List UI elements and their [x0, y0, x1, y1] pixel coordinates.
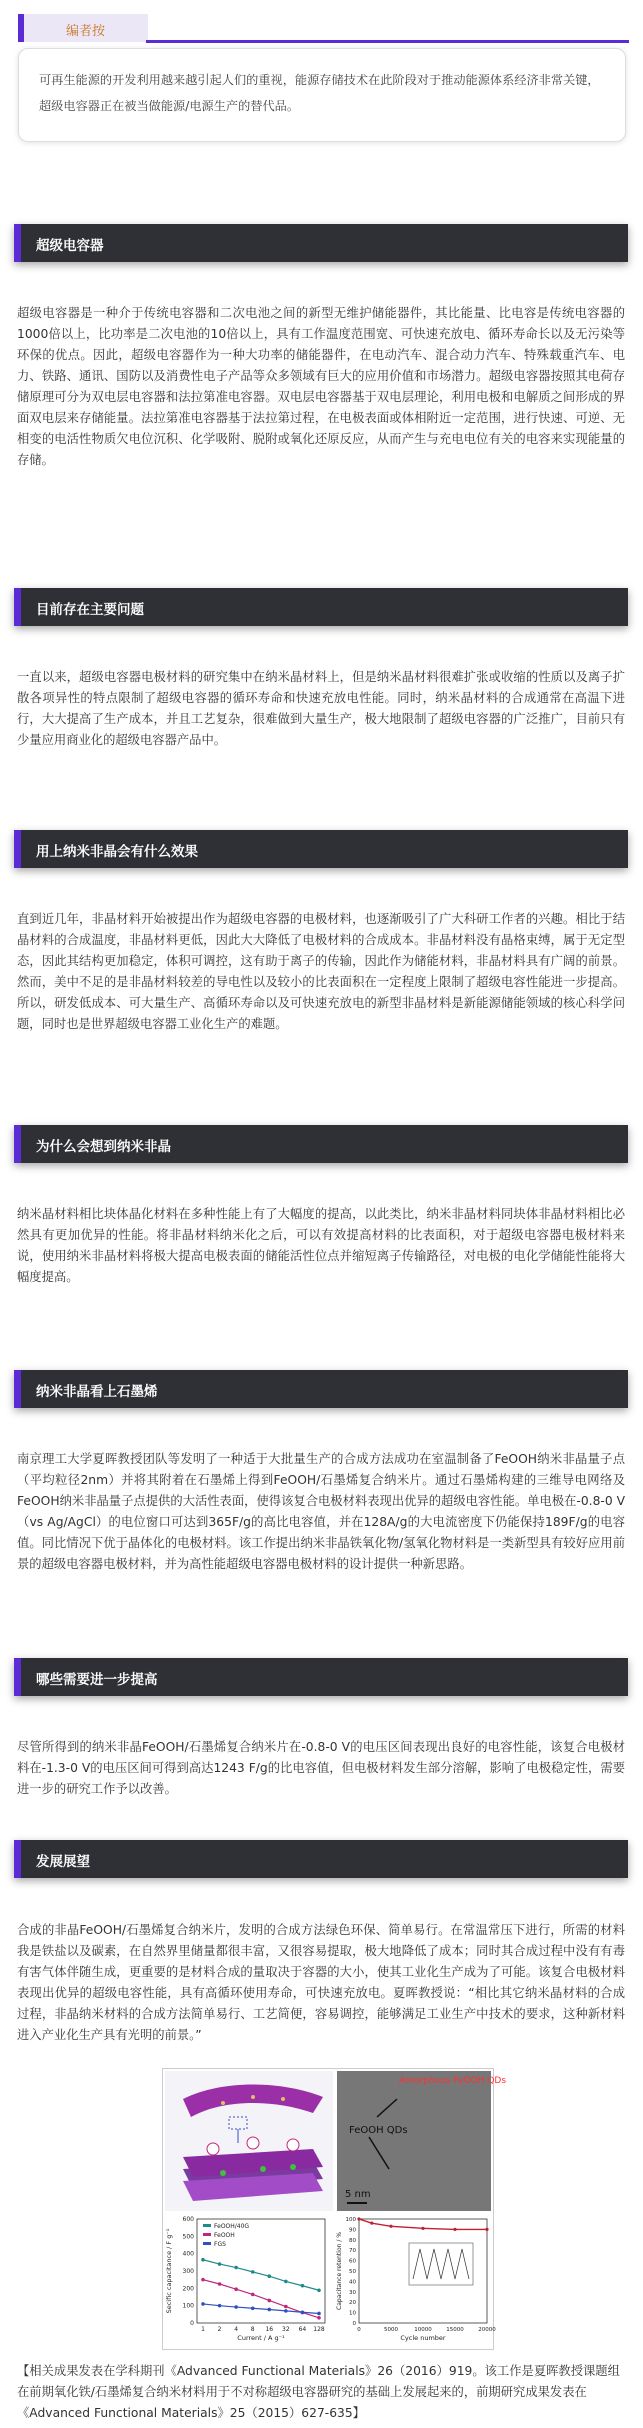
title-accent — [14, 588, 21, 626]
rate-x-tick: 8 — [250, 2326, 255, 2333]
rate-y-tick: 500 — [182, 2233, 194, 2241]
rate-y-tick: 300 — [182, 2268, 194, 2275]
title-accent — [14, 1658, 21, 1696]
section-title-improvements — [14, 1658, 628, 1696]
cycle-x-tick: 20000 — [478, 2327, 496, 2333]
section-paragraph: 一直以来，超级电容器电极材料的研究集中在纳米晶材料上，但是纳米晶材料很难扩张或收缩的性质以及离子扩散各项异性的特点限制了超级电容器的循环寿命和快速充放电性能。同时，纳米晶材料的合成通常在高温下进行，大大提高了生产成本，并且工艺复杂，很难做到大量生产，极大地限制了超级电容器的广泛推广，目前只有少量应用商业化的超级电容器产品中。 — [17, 670, 625, 747]
ion-marker — [207, 2143, 219, 2155]
rate-data-point — [284, 2305, 288, 2309]
cycle-y-tick: 40 — [349, 2279, 356, 2286]
section-title-text: 发展展望 — [36, 1854, 90, 1870]
rate-y-tick: 600 — [182, 2216, 194, 2223]
section-paragraph: 合成的非晶FeOOH/石墨烯复合纳米片，发明的合成方法绿色环保、简单易行。在常温常压下进行，所需的材料我是铁盐以及碳素，在自然界里储量都很丰富，又很容易提取，极大地降低了成本；同时其合成过程中没有有毒有害气体伴随生成，更重要的是材料合成的量取决于容器的大小，使其工业化生产成为了可能。该复合电极材料表现出优异的超级电容性能，具有高循环使用寿命，可快速充放电。夏晖教授说：“相比其它纳米晶材料的合成过程，非晶纳米材料的合成方法简单易行、工艺简便，容易调控，能够满足工业生产中技术的要求，这种新材料进入产业化生产具有光明的前景。” — [17, 1923, 625, 2042]
figure-svg — [163, 2069, 507, 2349]
rate-data-point — [284, 2280, 288, 2284]
cycle-y-tick: 30 — [349, 2289, 356, 2296]
editor-note-text: 可再生能源的开发利用越来越引起人们的重视，能源存储技术在此阶段对于推动能源体系经济非常关键，超级电容器正在被当做能源/电源生产的替代品。 — [39, 73, 600, 113]
ion-marker — [247, 2137, 259, 2149]
cycle-y-tick: 50 — [349, 2269, 356, 2275]
rate-x-tick: 16 — [265, 2326, 274, 2333]
cycle-x-label: Cycle number — [400, 2334, 446, 2342]
cycle-y-tick: 20 — [349, 2300, 356, 2307]
rate-legend-swatch — [203, 2233, 211, 2236]
cycle-data-point — [370, 2222, 373, 2225]
cycle-y-tick: 70 — [349, 2248, 356, 2255]
scale-bar-label: 5 nm — [345, 2189, 371, 2200]
editor-note-box — [18, 48, 626, 142]
rate-data-point — [251, 2293, 255, 2297]
section-title-text: 哪些需要进一步提高 — [36, 1672, 158, 1688]
rate-data-point — [251, 2306, 255, 2310]
rate-data-point — [234, 2305, 238, 2309]
section-paragraph: 纳米晶材料相比块体晶化材料在多种性能上有了大幅度的提高，以此类比，纳米非晶材料同块体非晶材料相比必然具有更加优异的性能。将非晶材料纳米化之后，可以有效提高材料的比表面积，对于超级电容器电极材料来说，使用纳米非晶材料将极大提高电极表面的储能活性位点并缩短离子传输路径，对电极的电化学储能性能将大幅度提高。 — [17, 1207, 625, 1284]
header-tab-corner — [130, 14, 146, 42]
rate-legend-label: FGS — [214, 2241, 226, 2248]
rate-data-point — [301, 2284, 305, 2288]
section-title-text: 为什么会想到纳米非晶 — [36, 1139, 171, 1155]
section-title-why-amorphous — [14, 1125, 628, 1163]
rate-data-point — [317, 2288, 321, 2292]
cycle-y-tick: 0 — [352, 2321, 356, 2327]
rate-data-point — [201, 2302, 205, 2306]
rate-data-point — [234, 2287, 238, 2291]
rate-data-point — [317, 2316, 321, 2320]
rate-legend-swatch — [203, 2224, 211, 2227]
rate-capability-chart — [165, 2216, 325, 2342]
section-title-supercapacitor — [14, 224, 628, 262]
title-accent — [14, 830, 21, 868]
tem-label: Amorphous FeOOH QDs — [399, 2076, 507, 2086]
section-title-outlook — [14, 1840, 628, 1878]
rate-y-tick: 0 — [190, 2320, 194, 2327]
title-accent — [14, 1840, 21, 1878]
rate-y-tick: 100 — [182, 2302, 194, 2310]
rate-data-point — [218, 2262, 222, 2266]
cycle-x-tick: 10000 — [414, 2327, 432, 2333]
cycle-y-tick: 100 — [345, 2217, 356, 2223]
title-accent — [14, 1370, 21, 1408]
title-accent — [14, 1125, 21, 1163]
rate-x-tick: 32 — [282, 2326, 290, 2333]
cycle-x-tick: 15000 — [446, 2327, 464, 2333]
rate-data-point — [301, 2310, 305, 2314]
cycle-x-tick: 5000 — [384, 2327, 398, 2333]
quantum-dot — [260, 2166, 266, 2172]
accent-bar — [18, 14, 24, 42]
rate-data-point — [267, 2274, 271, 2278]
rate-y-label: Secific capacitance / F g⁻¹ — [165, 2228, 173, 2314]
title-accent — [14, 224, 21, 262]
section-paragraph: 尽管所得到的纳米非晶FeOOH/石墨烯复合纳米片在-0.8-0 V的电压区间表现出良好的电容性能，该复合电极材料在-1.3-0 V的电压区间可得到高达1243 F/g的比电容值，但电极材料发生部分溶解，影响了电极稳定性，需要进一步的研究工作予以改善。 — [17, 1740, 625, 1796]
quantum-dot — [221, 2101, 225, 2105]
cycle-y-tick: 60 — [349, 2258, 356, 2265]
section-paragraph: 南京理工大学夏晖教授团队等发明了一种适于大批量生产的合成方法成功在室温制备了FeOOH纳米非晶量子点（平均粒径2nm）并将其附着在石墨烯上得到FeOOH/石墨烯复合纳米片。通过石墨烯构建的三维导电网络及FeOOH纳米非晶量子点提供的大活性表面，使得该复合电极材料表现出优异的超级电容性能。单电极在-0.8-0 V（vs Ag/AgCl）的电位窗口可达到365F/g的高比电容值，并在128A/g的大电流密度下仍能保持189F/g的电容值。同比情况下优于晶体化的电极材料。该工作提出纳米非晶铁氧化物/氢氧化物材料是一类新型具有较好应用前景的超级电容器电极材料，并为高性能超级电容器电极材料的设计提供一种新思路。 — [17, 1452, 625, 1571]
quantum-dot — [220, 2170, 226, 2176]
section-title-text: 目前存在主要问题 — [36, 602, 144, 618]
cycle-y-tick: 90 — [349, 2227, 356, 2234]
quantum-dot — [251, 2095, 255, 2099]
rate-data-point — [267, 2299, 271, 2303]
section-title-amorphous-effect — [14, 830, 628, 868]
rate-legend-swatch — [203, 2242, 211, 2245]
quantum-dot — [290, 2164, 296, 2170]
cycle-data-point — [485, 2228, 488, 2231]
research-figure — [162, 2068, 507, 2350]
cycle-y-tick: 80 — [349, 2237, 356, 2244]
cycle-y-label: Capacitance retention / % — [336, 2232, 343, 2310]
cycle-data-point — [453, 2228, 456, 2231]
rate-y-tick: 400 — [182, 2250, 194, 2258]
editor-note-label: 编者按 — [66, 24, 106, 39]
rate-legend-label: FeOOH/40G — [214, 2223, 250, 2230]
section-title-text: 用上纳米非晶会有什么效果 — [36, 844, 198, 860]
rate-data-point — [201, 2258, 205, 2262]
section-paragraph: 直到近几年，非晶材料开始被提出作为超级电容器的电极材料，也逐渐吸引了广大科研工作者的兴趣。相比于结晶材料的合成温度，非晶材料更低，因此大大降低了电极材料的合成成本。非晶材料没有晶格束缚，属于无定型态，因此其结构更加稳定，体积可调控，这有助于离子的传输，因此作为储能材料，非晶材料具有广阔的前景。然而，美中不足的是非晶材料较差的导电性以及较小的比表面积在一定程度上限制了超级电容性能进一步提高。所以，研发低成本、可大量生产、高循环寿命以及可快速充放电的新型非晶材料是新能源储能领域的核心科学问题，同时也是世界超级电容器工业化生产的难题。 — [17, 912, 625, 1031]
rate-y-tick: 200 — [182, 2285, 194, 2293]
rate-x-tick: 128 — [313, 2326, 325, 2333]
rate-x-label: Current / A g⁻¹ — [237, 2334, 285, 2342]
ion-marker — [287, 2139, 299, 2151]
rate-data-point — [267, 2308, 271, 2312]
cycle-x-tick: 0 — [357, 2327, 361, 2333]
qd-label: FeOOH QDs — [349, 2125, 408, 2136]
editor-note — [0, 0, 643, 150]
rate-data-point — [218, 2282, 222, 2286]
figure-caption: 【相关成果发表在学科期刊《Advanced Functional Materials》26（2016）919。该工作是夏晖教授课题组在前期氧化铁/石墨烯复合纳米材料用于不对称超级电容器研究的基础上发展起来的，前期研究成果发表在《Advanced Functional Materials》25（2015）627-635】 — [17, 2364, 620, 2420]
rate-x-tick: 64 — [298, 2326, 307, 2333]
rate-x-tick: 4 — [234, 2326, 239, 2333]
rate-data-point — [251, 2270, 255, 2274]
rate-data-point — [234, 2266, 238, 2270]
rate-data-point — [201, 2278, 205, 2282]
editor-note-header — [18, 14, 148, 42]
section-title-text: 纳米非晶看上石墨烯 — [36, 1384, 158, 1400]
rate-data-point — [284, 2309, 288, 2313]
rate-data-point — [317, 2312, 321, 2316]
section-paragraph: 超级电容器是一种介于传统电容器和二次电池之间的新型无维护储能器件，其比能量、比电容是传统电容器的1000倍以上，比功率是二次电池的10倍以上，具有工作温度范围宽、可快速充放电、循环寿命长以及无污染等环保的优点。因此，超级电容器作为一种大功率的储能器件，在电动汽车、混合动力汽车、特殊载重汽车、电力、铁路、通讯、国防以及消费性电子产品等众多领域有巨大的应用价值和市场潜力。超级电容器按照其电荷存储原理可分为双电层电容器和法拉第准电容器。双电层电容器基于双电层理论，利用电极和电解质之间形成的界面双电层来存储能量。法拉第准电容器基于法拉第过程，在电极表面或体相附近一定范围，进行快速、可逆、无相变的电活性物质欠电位沉积、化学吸附、脱附或氧化还原反应，从而产生与充电电位有关的电容来实现能量的存储。 — [17, 306, 625, 467]
cycle-y-tick: 10 — [349, 2310, 356, 2317]
rate-x-tick: 1 — [201, 2326, 205, 2333]
cycle-data-point — [421, 2227, 424, 2230]
rate-legend-label: FeOOH — [214, 2232, 235, 2239]
cycle-data-point — [389, 2225, 392, 2228]
header-underline — [146, 40, 629, 43]
section-title-problems — [14, 588, 628, 626]
section-title-graphene — [14, 1370, 628, 1408]
cycle-data-point — [357, 2217, 360, 2220]
cycle-stability-chart — [336, 2217, 496, 2342]
quantum-dot — [281, 2097, 285, 2101]
rate-data-point — [218, 2304, 222, 2308]
rate-x-tick: 2 — [217, 2326, 222, 2333]
section-title-text: 超级电容器 — [36, 238, 104, 254]
